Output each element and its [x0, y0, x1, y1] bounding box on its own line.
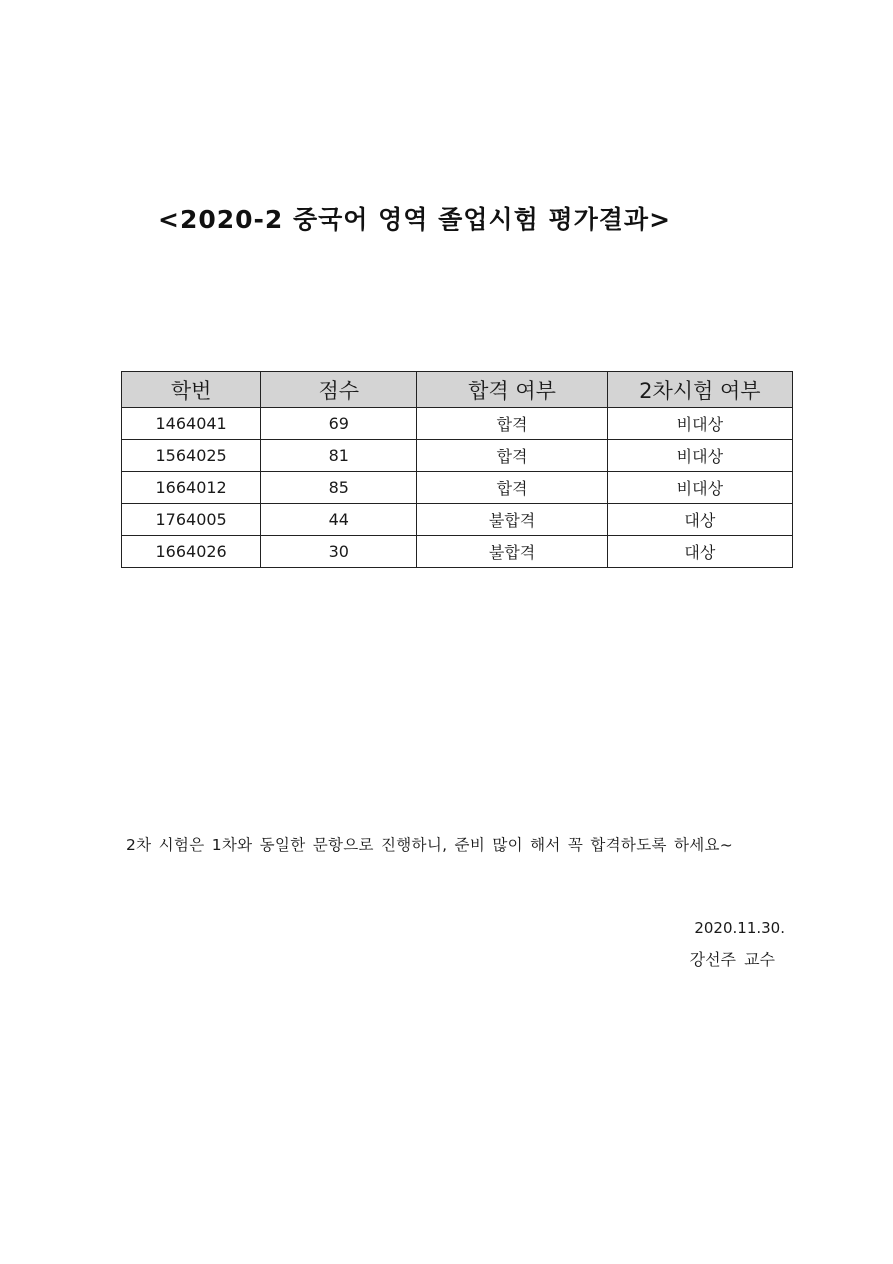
- table-header-row: [122, 372, 793, 408]
- table-row: [122, 440, 793, 472]
- cell-student-id: 1664012: [122, 472, 261, 504]
- cell-score: 69: [261, 408, 417, 440]
- table-row: [122, 536, 793, 568]
- cell-pass-status: 합격: [417, 408, 607, 440]
- header-student-id: 학번: [122, 372, 261, 408]
- cell-score: 81: [261, 440, 417, 472]
- header-second-exam: 2차시험 여부: [607, 372, 792, 408]
- cell-pass-status: 불합격: [417, 536, 607, 568]
- results-table: [121, 371, 793, 568]
- cell-student-id: 1764005: [122, 504, 261, 536]
- cell-pass-status: 합격: [417, 472, 607, 504]
- document-date: 2020.11.30.: [694, 919, 785, 937]
- cell-student-id: 1564025: [122, 440, 261, 472]
- signer-name: 강선주 교수: [689, 950, 775, 969]
- cell-second-exam: 대상: [607, 504, 792, 536]
- cell-student-id: 1664026: [122, 536, 261, 568]
- instruction-note: 2차 시험은 1차와 동일한 문항으로 진행하니, 준비 많이 해서 꼭 합격하도록 하세요~: [126, 836, 734, 854]
- cell-second-exam: 비대상: [607, 472, 792, 504]
- table-row: [122, 472, 793, 504]
- header-pass-status: 합격 여부: [417, 372, 607, 408]
- table-row: [122, 408, 793, 440]
- cell-second-exam: 비대상: [607, 408, 792, 440]
- document-title: <2020-2 중국어 영역 졸업시험 평가결과>: [158, 205, 672, 234]
- cell-second-exam: 대상: [607, 536, 792, 568]
- cell-pass-status: 불합격: [417, 504, 607, 536]
- table-row: [122, 504, 793, 536]
- cell-score: 44: [261, 504, 417, 536]
- cell-score: 30: [261, 536, 417, 568]
- cell-pass-status: 합격: [417, 440, 607, 472]
- cell-score: 85: [261, 472, 417, 504]
- header-score: 점수: [261, 372, 417, 408]
- cell-second-exam: 비대상: [607, 440, 792, 472]
- cell-student-id: 1464041: [122, 408, 261, 440]
